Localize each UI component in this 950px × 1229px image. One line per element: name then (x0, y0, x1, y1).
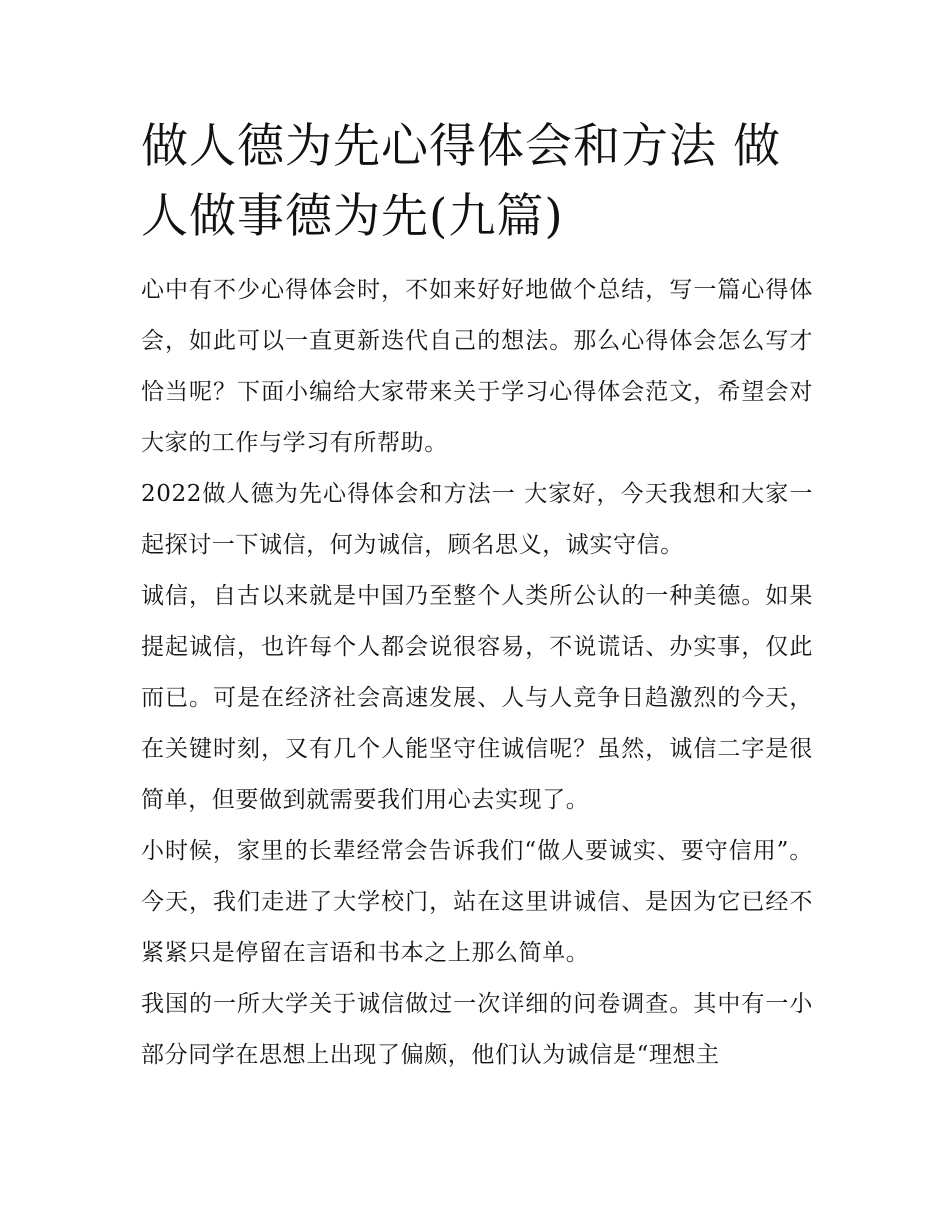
paragraph-survey: 我国的一所大学关于诚信做过一次详细的问卷调查。其中有一小部分同学在思想上出现了偏颇，他们认为诚信是“理想主 (141, 991, 813, 1068)
document-page (141, 112, 813, 1081)
paragraph-integrity-virtue: 诚信，自古以来就是中国乃至整个人类所公认的一种美德。如果提起诚信，也许每个人都会说很容易，不说谎话、办实事，仅此而已。可是在经济社会高速发展、人与人竞争日趋激烈的今天，在关键时刻，又有几个人能坚守住诚信呢？虽然，诚信二字是很简单，但要做到就需要我们用心去实现了。 (141, 583, 813, 813)
paragraph-intro: 心中有不少心得体会时，不如来好好地做个总结，写一篇心得体会，如此可以一直更新迭代自己的想法。那么心得体会怎么写才恰当呢？下面小编给大家带来关于学习心得体会范文，希望会对大家的工作与学习有所帮助。 (141, 277, 813, 456)
paragraph-childhood: 小时候，家里的长辈经常会告诉我们“做人要诚实、要守信用”。今天，我们走进了大学校门，站在这里讲诚信、是因为它已经不紧紧只是停留在言语和书本之上那么简单。 (141, 838, 813, 966)
document-body (141, 265, 813, 1081)
paragraph-section-one-opening: 2022做人德为先心得体会和方法一 大家好，今天我想和大家一起探讨一下诚信，何为诚信，顾名思义，诚实守信。 (141, 481, 813, 558)
document-title: 做人德为先心得体会和方法 做人做事德为先(九篇) (141, 119, 781, 244)
